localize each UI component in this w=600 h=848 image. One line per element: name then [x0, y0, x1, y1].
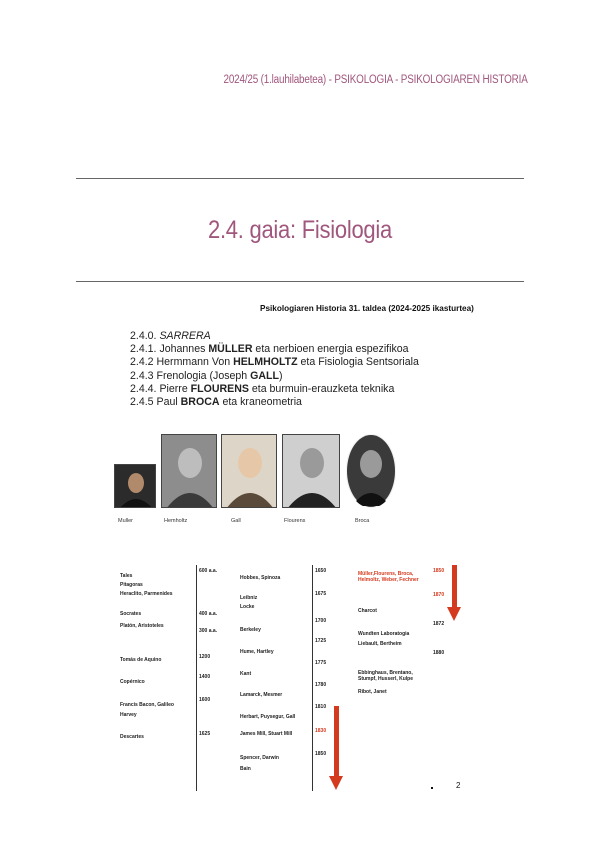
timeline-name: Francis Bacon, Galileo [120, 702, 174, 708]
timeline-name: Heraclito, Parmenides [120, 591, 173, 597]
toc-item: 2.4.2 Hermmann Von HELMHOLTZ eta Fisiologia Sentsoriala [130, 356, 419, 369]
timeline-date: 300 a.a. [199, 628, 218, 634]
toc-item: 2.4.4. Pierre FLOURENS eta burmuin-erauzketa teknika [130, 382, 395, 395]
toc-item: 2.4.5 Paul BROCA eta kraneometria [130, 396, 302, 409]
timeline-date: 1850 [433, 568, 445, 574]
timeline-name: Tomás de Aquino [120, 657, 162, 663]
timeline-name: Harvey [120, 712, 137, 718]
page-title: 2.4. gaia: Fisiologia [207, 216, 393, 244]
red-arrow-icon [329, 776, 343, 790]
timeline-date: 1675 [315, 591, 327, 597]
timeline-date: 1870 [433, 592, 445, 598]
timeline-date: 400 a.a. [199, 611, 218, 617]
toc-item: 2.4.1. Johannes MÜLLER eta nerbioen energia espezifikoa [130, 343, 409, 356]
timeline-date: 1200 [199, 654, 211, 660]
timeline-name: Wundten Laboratogia [358, 631, 410, 637]
portrait-caption: Broca [355, 518, 370, 524]
running-header: 2024/25 (1.lauhilabetea) - PSIKOLOGIA - PSIKOLOGIAREN HISTORIA [223, 74, 528, 86]
timeline-name: Lamarck, Mesmer [240, 692, 283, 698]
timeline-date: 1880 [433, 650, 445, 656]
timeline-name: Charcot [358, 608, 377, 614]
timeline-name: Leibniz [240, 595, 258, 601]
timeline-name: Spencer, Darwin [240, 755, 279, 761]
slide-page-number: 2 [456, 781, 461, 790]
flourens-portrait [282, 434, 340, 508]
bottom-divider [76, 281, 524, 282]
timeline-date: 600 a.a. [199, 568, 218, 574]
timeline-name: Copérnico [120, 679, 145, 685]
timeline-name: Bain [240, 766, 251, 772]
timeline-name: Ribot, Janet [358, 689, 387, 695]
timeline-date: 1810 [315, 704, 327, 710]
toc-item: 2.4.3 Frenologia (Joseph GALL) [130, 369, 283, 382]
timeline-date: 1725 [315, 638, 327, 644]
timeline-name: Liebault, Bertheim [358, 641, 402, 647]
timeline-name: James Mill, Stuart Mill [240, 731, 293, 737]
timeline-name: Platón, Aristoteles [120, 623, 164, 629]
red-arrow-shaft [452, 565, 457, 607]
portrait-caption: Flourens [284, 518, 306, 524]
portrait-caption: Hemholtz [164, 518, 188, 524]
timeline-name: Müller,Flourens, Broca, Helmoltz, Weber, Fechner [358, 571, 419, 584]
timeline-date: 1780 [315, 682, 327, 688]
red-arrow-icon [447, 607, 461, 621]
timeline-date: 1700 [315, 618, 327, 624]
timeline-date: 1600 [199, 697, 211, 703]
helmholtz-portrait [161, 434, 217, 508]
timeline-date: 1625 [199, 731, 211, 737]
timeline-name: Berkeley [240, 627, 261, 633]
gall-portrait [221, 434, 277, 508]
timeline-name: Pitagoras [120, 582, 143, 588]
timeline-name: Hobbes, Spinoza [240, 575, 281, 581]
timeline-date: 1872 [433, 621, 445, 627]
timeline-name: Ebbinghaus, Brentano, Stumpf, Husserl, Kulpe [358, 670, 414, 683]
timeline-name: Locke [240, 604, 255, 610]
timeline-date: 1400 [199, 674, 211, 680]
timeline-name: Kant [240, 671, 252, 677]
portrait-caption: Muller [118, 518, 133, 524]
top-divider [76, 178, 524, 179]
timeline-date: 1775 [315, 660, 327, 666]
broca-portrait [346, 434, 396, 508]
slide-heading: Psikologiaren Historia 31. taldea (2024-2025 ikasturtea) [260, 304, 474, 313]
timeline-date: 1850 [315, 751, 327, 757]
timeline-axis-2 [312, 565, 313, 791]
timeline-name: Socrates [120, 611, 142, 617]
timeline-name: Hume, Hartley [240, 649, 274, 655]
portrait-caption: Gall [231, 518, 241, 524]
table-of-contents [130, 330, 419, 409]
red-arrow-shaft [334, 706, 339, 776]
muller-portrait [114, 464, 156, 508]
timeline-name: Herbart, Puysegur, Gall [240, 714, 296, 720]
timeline-name: Tales [120, 573, 133, 579]
timeline-date: 1650 [315, 568, 327, 574]
timeline-date: 1830 [315, 728, 327, 734]
timeline-name: Descartes [120, 734, 144, 740]
timeline-axis-1 [196, 565, 197, 791]
dot-mark [431, 787, 433, 789]
toc-item: 2.4.0. SARRERA [130, 330, 211, 342]
